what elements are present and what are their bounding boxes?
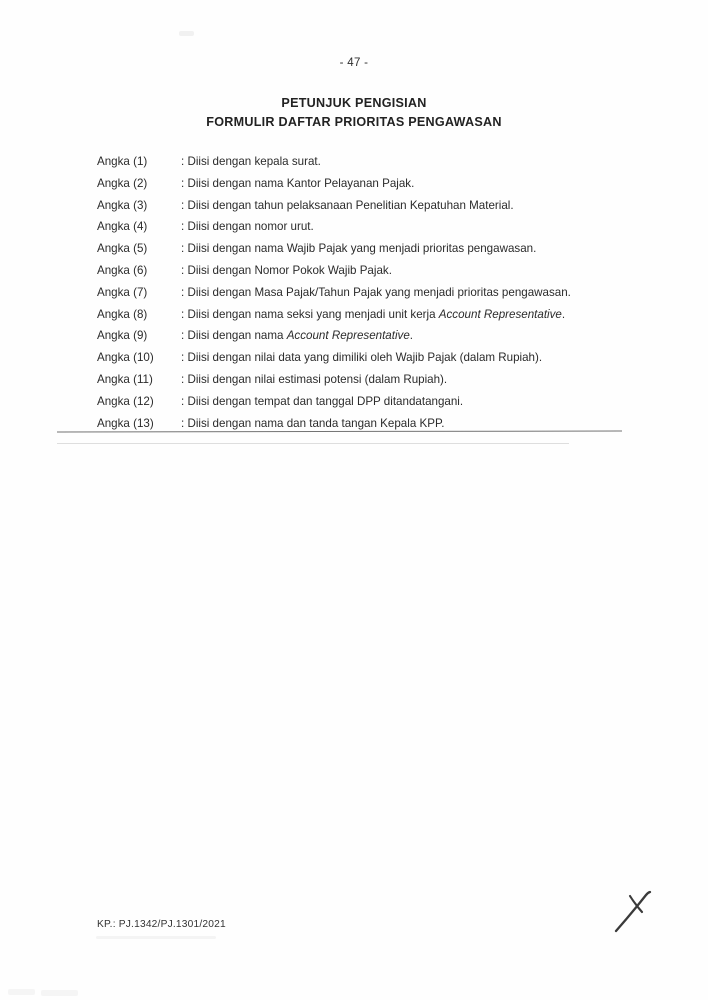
footer-document-code: KP.: PJ.1342/PJ.1301/2021 <box>97 919 226 930</box>
instruction-text-segment: : Diisi dengan tempat dan tanggal DPP ditandatangani. <box>181 394 464 408</box>
instruction-label: Angka (8) <box>97 307 148 321</box>
instruction-text <box>181 195 642 217</box>
scan-smudge <box>96 936 216 939</box>
instruction-text <box>181 391 642 413</box>
instruction-label: Angka (3) <box>97 198 148 212</box>
instruction-row <box>97 173 642 195</box>
instruction-label: Angka (9) <box>97 329 148 343</box>
instruction-row <box>97 195 642 217</box>
instruction-text <box>181 347 642 369</box>
instruction-text-segment: : Diisi dengan kepala surat. <box>181 155 321 168</box>
instruction-text-italic-segment: Account Representative <box>286 329 410 343</box>
page-number: - 47 - <box>339 57 369 69</box>
handwritten-x-mark <box>607 884 657 936</box>
instruction-text-segment: : Diisi dengan nilai estimasi potensi (dalam Rupiah). <box>181 372 448 386</box>
instruction-row <box>97 216 642 238</box>
instruction-row <box>97 238 642 260</box>
instruction-label: Angka (2) <box>97 176 148 190</box>
document-title <box>0 94 708 131</box>
document-title-line1: PETUNJUK PENGISIAN <box>281 96 427 110</box>
instruction-row <box>97 151 642 173</box>
instruction-text <box>181 151 642 173</box>
instruction-text-segment: : Diisi dengan nomor urut. <box>181 220 314 234</box>
instruction-row <box>97 282 642 304</box>
instruction-text-segment: : Diisi dengan nama <box>181 329 287 343</box>
scan-smudge <box>8 989 35 995</box>
instruction-label: Angka (11) <box>97 372 153 386</box>
instruction-label: Angka (6) <box>97 263 148 277</box>
scan-smudge <box>179 31 194 36</box>
instruction-row <box>97 304 642 326</box>
instruction-list <box>97 151 642 434</box>
instruction-label: Angka (10) <box>97 351 154 365</box>
instruction-text-segment: : Diisi dengan nama dan tanda tangan Kepala KPP. <box>181 416 445 430</box>
horizontal-rule-faint <box>57 443 569 444</box>
instruction-text <box>181 216 642 238</box>
instruction-text-segment: . <box>409 329 414 343</box>
instruction-text-segment: : Diisi dengan Masa Pajak/Tahun Pajak yang menjadi prioritas pengawasan. <box>181 285 571 299</box>
instruction-text-segment: : Diisi dengan nama Kantor Pelayanan Pajak. <box>181 176 415 190</box>
instruction-text <box>181 173 642 195</box>
document-title-line2: FORMULIR DAFTAR PRIORITAS PENGAWASAN <box>206 114 502 129</box>
instruction-text-segment: . <box>561 307 566 321</box>
instruction-text-segment: : Diisi dengan nama seksi yang menjadi unit kerja <box>181 307 439 321</box>
instruction-label: Angka (4) <box>97 220 148 234</box>
instruction-label: Angka (13) <box>97 416 154 430</box>
instruction-text <box>181 304 642 326</box>
instruction-row <box>97 325 642 347</box>
scan-smudge <box>41 990 78 996</box>
instruction-text-segment: : Diisi dengan tahun pelaksanaan Penelitian Kepatuhan Material. <box>181 198 514 212</box>
instruction-text-segment: : Diisi dengan nama Wajib Pajak yang menjadi prioritas pengawasan. <box>181 242 537 256</box>
instruction-label: Angka (1) <box>97 155 148 168</box>
instruction-label: Angka (7) <box>97 285 148 299</box>
instruction-row <box>97 347 642 369</box>
instruction-text-segment: : Diisi dengan Nomor Pokok Wajib Pajak. <box>181 263 392 277</box>
instruction-row <box>97 260 642 282</box>
instruction-text <box>181 369 642 391</box>
instruction-text <box>181 282 642 304</box>
instruction-text-segment: : Diisi dengan nilai data yang dimiliki oleh Wajib Pajak (dalam Rupiah). <box>181 351 543 365</box>
instruction-text-italic-segment: Account Representative <box>438 307 562 321</box>
instruction-label: Angka (12) <box>97 394 154 408</box>
instruction-label: Angka (5) <box>97 242 148 256</box>
instruction-row <box>97 391 642 413</box>
instruction-row <box>97 369 642 391</box>
instruction-text <box>181 325 642 347</box>
instruction-text <box>181 238 642 260</box>
instruction-text <box>181 260 642 282</box>
